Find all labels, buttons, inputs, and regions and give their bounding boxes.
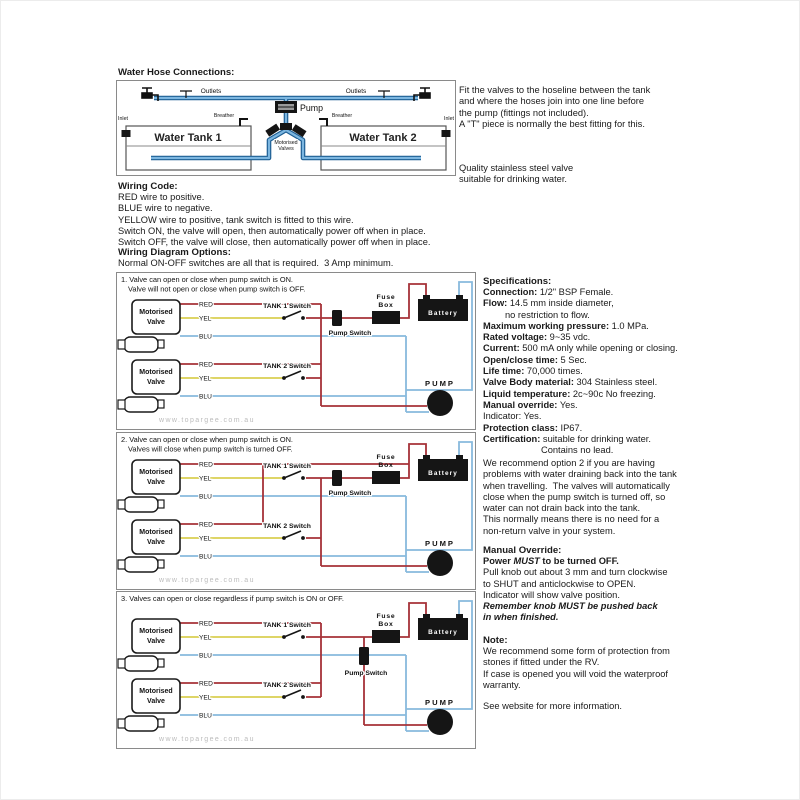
valve-label: Motorised (139, 688, 173, 695)
intro-line: A "T" piece is normally the best fitting for this. (459, 118, 645, 129)
recommendation-line: non-return valve in your system. (483, 525, 616, 536)
wire-label-red: RED (199, 521, 213, 529)
diagram2-caption-2: Valves will close when pump switch is turned OFF. (128, 444, 293, 454)
motorised-valves-label-1: Motorised (274, 140, 298, 146)
valve-label: Valve (147, 638, 165, 645)
pump-label: PUMP (425, 698, 455, 707)
wire-label-blu: BLU (199, 493, 212, 501)
wiring-code-line: BLUE wire to negative. (118, 203, 213, 214)
tank1-switch-label: TANK 1 Switch (263, 303, 311, 310)
note-line: warranty. (483, 679, 521, 690)
wire-label-yel: YEL (199, 634, 212, 642)
fuse-box-label: Fuse (376, 454, 396, 461)
spacer (459, 141, 711, 152)
valve-label: Motorised (139, 628, 173, 635)
valve-label: Motorised (139, 529, 173, 536)
pump-label: Pump (300, 103, 323, 113)
water-tank-2 (321, 126, 446, 170)
motorised-valves-label-2: Valves (278, 146, 294, 152)
intro-text (459, 85, 711, 186)
inlet-port-right (442, 130, 451, 137)
quality-line: suitable for drinking water. (459, 174, 568, 185)
spec-line: Connection: 1/2" BSP Female. (483, 287, 614, 297)
intro-line: the pump (fittings not included). (459, 107, 589, 118)
manual-override-line: Power MUST to be turned OFF. (483, 556, 619, 566)
battery-label: Battery (428, 470, 458, 477)
spec-line: Rated voltage: 9~35 vdc. (483, 332, 591, 343)
wire-label-blu: BLU (199, 553, 212, 561)
wiring-code-line: Switch ON, the valve will open, then automatically power off when in place. (118, 225, 426, 236)
tank2-label: Water Tank 2 (349, 132, 417, 144)
manual-override-text (483, 556, 668, 624)
pump (425, 539, 455, 576)
wire-label-blu: BLU (199, 333, 212, 341)
spec-line: Valve Body material: 304 Stainless steel. (483, 377, 658, 388)
inlet-port-left (122, 130, 131, 137)
wire-label-blu: BLU (199, 712, 212, 720)
note-title: Note: (483, 635, 508, 646)
tank2-switch-label: TANK 2 Switch (263, 363, 311, 370)
spacer (459, 130, 711, 141)
intro-line: and where the hoses join into one line before (459, 96, 645, 107)
recommendation-line: close when the pump switch is turned off, so (483, 491, 666, 502)
note-line: stones if fitted under the RV. (483, 657, 600, 668)
hose-section-title: Water Hose Connections: (118, 67, 235, 78)
website-note: See website for more information. (483, 701, 622, 711)
wire-label-yel: YEL (199, 535, 212, 543)
wire-label-red: RED (199, 680, 213, 688)
hose-diagram (116, 80, 456, 176)
intro-line: Fit the valves to the hoseline between the tank (459, 85, 651, 95)
note-text (483, 646, 670, 691)
valve-label: Motorised (139, 469, 173, 476)
pump-label: PUMP (425, 539, 455, 548)
valve-label: Motorised (139, 369, 173, 376)
wiring-code-line: RED wire to positive. (118, 192, 205, 202)
diagram1-caption-1: 1. Valve can open or close when pump switch is ON. (121, 275, 293, 284)
spec-line: no restriction to flow. (505, 309, 590, 320)
pump-label: PUMP (425, 379, 455, 388)
valve-label: Valve (147, 479, 165, 486)
specs-title: Specifications: (483, 276, 552, 287)
battery-label: Battery (428, 629, 458, 636)
wire-label-yel: YEL (199, 694, 212, 702)
inlet-label-left: Inlet (118, 116, 129, 122)
wire-label-yel: YEL (199, 315, 212, 323)
manual-override-line: Indicator will show valve position. (483, 589, 620, 600)
note-line: If case is opened you will void the waterproof (483, 668, 669, 679)
pump-icon (275, 101, 297, 113)
spec-line: Contains no lead. (541, 445, 614, 456)
spec-line: Flow: 14.5 mm inside diameter, (483, 298, 614, 309)
wire-label-red: RED (199, 301, 213, 309)
recommendation-line: This normally means there is no need for a (483, 514, 660, 525)
manual-override-title: Manual Override: (483, 545, 562, 556)
spec-line: Manual override: Yes. (483, 399, 578, 410)
valve-label: Valve (147, 379, 165, 386)
spec-line: Indicator: Yes. (483, 411, 542, 422)
wiring-options-title: Wiring Diagram Options: (118, 247, 231, 258)
specs-list (483, 287, 678, 456)
tank1-switch-label: TANK 1 Switch (263, 622, 311, 629)
fuse-box-label: Box (378, 302, 394, 309)
spec-line: Life time: 70,000 times. (483, 366, 583, 377)
wiring-code-lines (118, 192, 430, 248)
diagram3-caption-1: 3. Valves can open or close regardless if pump switch is ON or OFF. (121, 594, 344, 603)
inlet-label-right: Inlet (443, 116, 454, 122)
diagram2-caption-1: 2. Valve can open or close when pump switch is ON. (121, 435, 293, 444)
fuse-box-label: Fuse (376, 294, 396, 301)
wiring-diagram-1 (116, 272, 476, 430)
wiring-diagram-3 (116, 591, 476, 749)
wire-label-yel: YEL (199, 375, 212, 383)
spec-line: Open/close time: 5 Sec. (483, 354, 587, 365)
outlets-label-left: Outlets (200, 88, 222, 95)
recommendation-line: when travelling. The valves will automatically (483, 480, 670, 491)
watermark: www.topargee.com.au (159, 736, 255, 743)
spec-line: Protection class: IP67. (483, 422, 583, 433)
spec-line: Liquid temperature: 2c~90c No freezing. (483, 388, 656, 399)
wiring-code-line: Switch OFF, the valve will close, then automatically power off when in place. (118, 237, 431, 248)
recommendation-text (483, 458, 677, 537)
fuse-box-label: Box (378, 462, 394, 469)
valve-label: Motorised (139, 309, 173, 316)
recommendation-line: water can not drain back into the tank. (483, 503, 641, 514)
pump (425, 698, 455, 735)
manual-override-line: to SHUT and anticlockwise to OPEN. (483, 578, 636, 589)
manual-override-line: in when finished. (483, 612, 559, 623)
manual-override-line: Remember knob MUST be pushed back (483, 601, 658, 612)
spec-line: Current: 500 mA only while opening or closing. (483, 343, 678, 354)
breather-label-left: Breather (213, 113, 235, 119)
wire-label-red: RED (199, 461, 213, 469)
wire-label-yel: YEL (199, 475, 212, 483)
watermark: www.topargee.com.au (159, 577, 255, 584)
spacer (459, 152, 711, 163)
wire-label-red: RED (199, 620, 213, 628)
pump-switch-label: Pump Switch (344, 670, 388, 677)
pump-switch-label: Pump Switch (328, 490, 372, 497)
pump-switch-label: Pump Switch (328, 330, 372, 337)
battery-label: Battery (428, 310, 458, 317)
tank1-switch-label: TANK 1 Switch (263, 463, 311, 470)
tank2-switch-label: TANK 2 Switch (263, 682, 311, 689)
water-tank-1 (126, 126, 251, 170)
wiring-code-title: Wiring Code: (118, 181, 178, 192)
note-line: We recommend some form of protection from (483, 646, 670, 656)
tank2-switch-label: TANK 2 Switch (263, 523, 311, 530)
wiring-options-subtitle: Normal ON-OFF switches are all that is required. 3 Amp minimum. (118, 258, 394, 268)
breather-label-right: Breather (331, 113, 353, 119)
wire-label-blu: BLU (199, 652, 212, 660)
watermark: www.topargee.com.au (159, 417, 255, 424)
recommendation-line: We recommend option 2 if you are having (483, 458, 655, 468)
valve-label: Valve (147, 698, 165, 705)
recommendation-line: problems with water draining back into the tank (483, 469, 677, 480)
spec-line: Certification: suitable for drinking water. (483, 433, 651, 444)
quality-line: Quality stainless steel valve (459, 163, 574, 174)
diagram1-caption-2: Valve will not open or close when pump switch is OFF. (128, 284, 306, 294)
outlets-label-right: Outlets (345, 88, 367, 95)
fuse-box-label: Fuse (376, 613, 396, 620)
fuse-box-label: Box (378, 621, 394, 628)
spec-line: Maximum working pressure: 1.0 MPa. (483, 320, 649, 331)
pump (425, 379, 455, 416)
wiring-diagram-2 (116, 432, 476, 590)
wire-label-red: RED (199, 361, 213, 369)
wire-label-blu: BLU (199, 393, 212, 401)
valve-label: Valve (147, 539, 165, 546)
valve-label: Valve (147, 319, 165, 326)
wiring-code-line: YELLOW wire to positive, tank switch is fitted to this wire. (118, 214, 354, 225)
manual-override-line: Pull knob out about 3 mm and turn clockwise (483, 567, 668, 578)
tank1-label: Water Tank 1 (154, 132, 222, 144)
